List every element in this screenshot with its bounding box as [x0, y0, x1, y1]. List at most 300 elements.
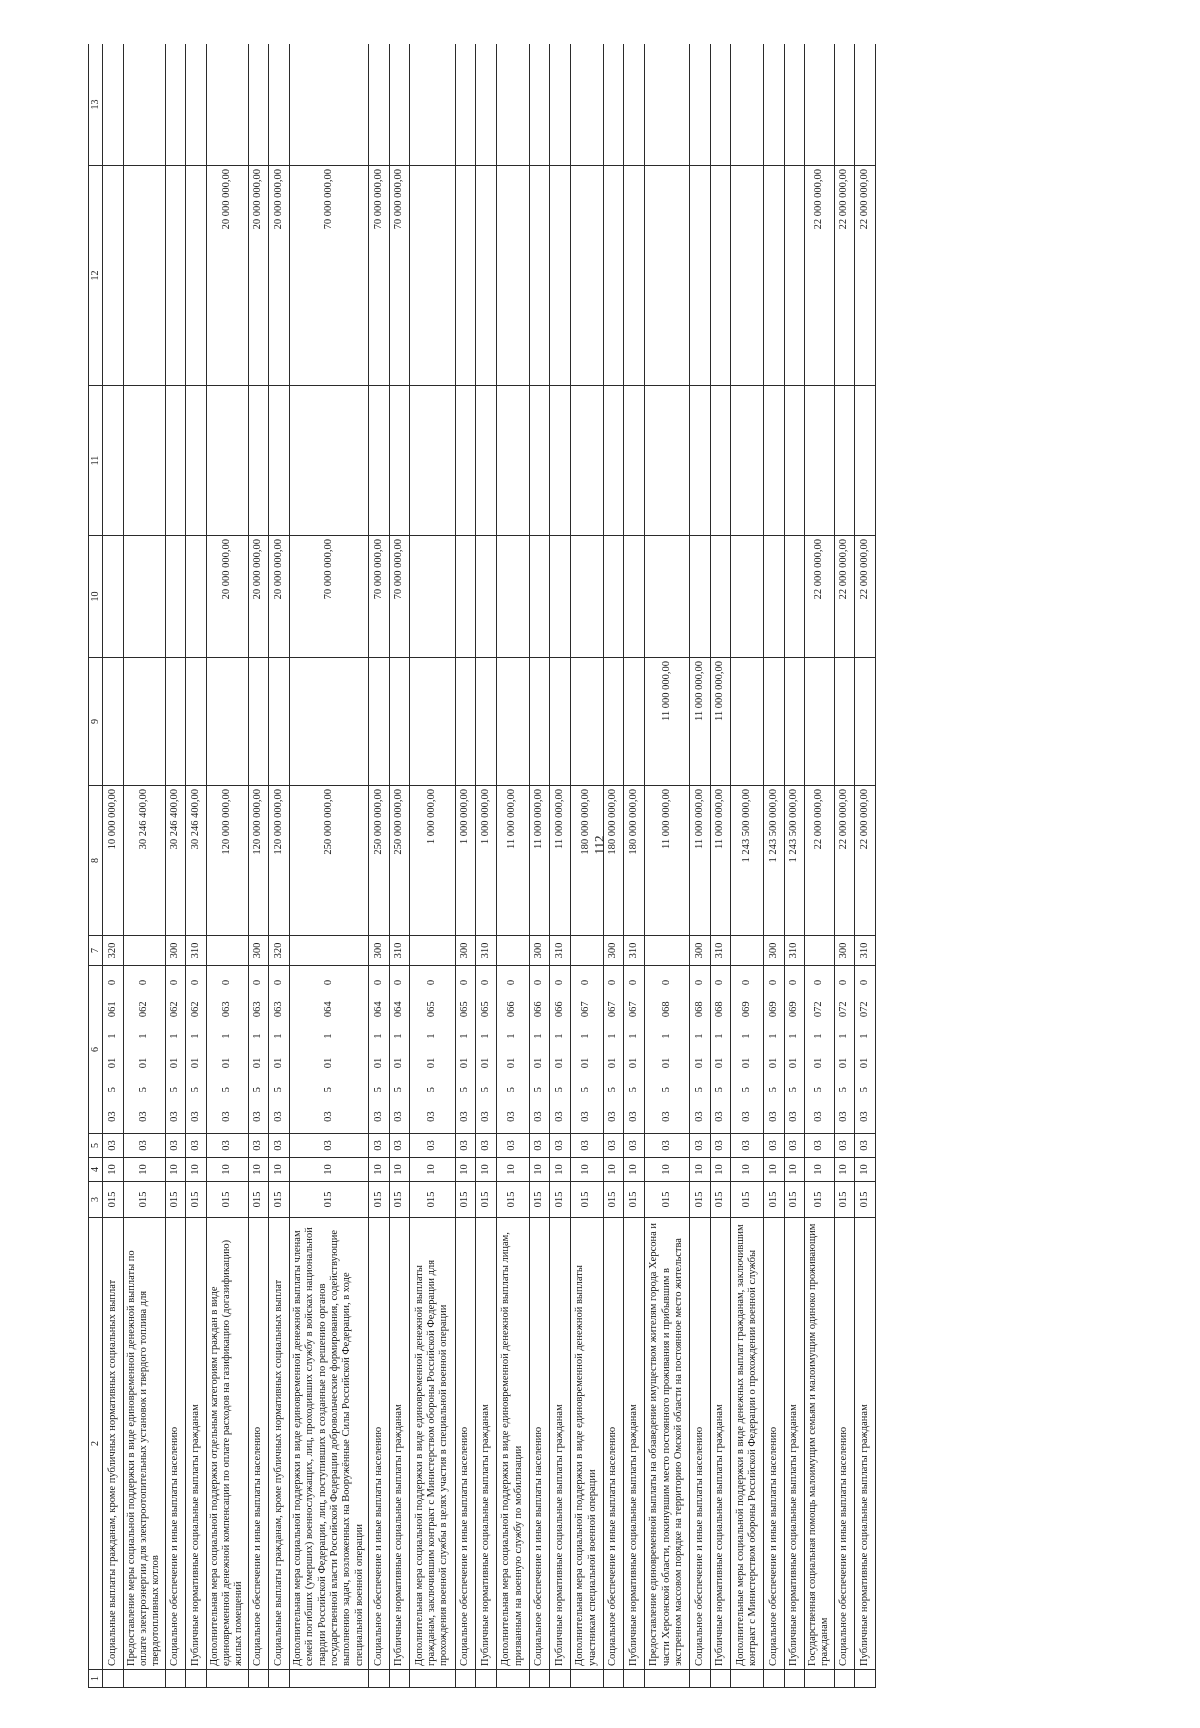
- row-number-cell: [764, 1670, 785, 1688]
- target-article-part: 0: [813, 979, 825, 986]
- target-article-parts: [554, 969, 566, 1130]
- target-article-part: 068: [693, 1001, 705, 1018]
- amount-cell-9: 11 000 000,00: [690, 658, 711, 786]
- column-number-4: 4: [89, 1158, 103, 1182]
- target-article-part: 0: [372, 979, 384, 986]
- target-article-part: 0: [459, 979, 471, 986]
- amount-cell-10: [603, 536, 624, 658]
- target-article-parts: [813, 969, 825, 1130]
- amount-cell-10: [476, 536, 497, 658]
- target-article-part: 1: [858, 1033, 870, 1039]
- target-article-part: 01: [788, 1057, 800, 1069]
- amount-cell-8: 180 000 000,00: [603, 786, 624, 936]
- target-article-cell: [369, 966, 390, 1134]
- target-article-part: 01: [627, 1057, 639, 1069]
- grbs-code-cell: 015: [603, 1182, 624, 1218]
- amount-cell-9: [123, 658, 165, 786]
- amount-cell-10: [644, 536, 690, 658]
- target-article-part: 1: [272, 1033, 284, 1039]
- amount-cell-12: [570, 166, 603, 386]
- section-code-cell: 10: [289, 1158, 368, 1182]
- amount-cell-9: [550, 658, 571, 786]
- row-name-cell: Социальное обеспечение и иные выплаты населению: [764, 1218, 785, 1670]
- subsection-code-cell: 03: [410, 1134, 456, 1158]
- target-article-parts: [628, 969, 640, 1130]
- amount-cell-9: [103, 658, 124, 786]
- amount-cell-10: [123, 536, 165, 658]
- amount-cell-13: [603, 44, 624, 166]
- amount-cell-12: [186, 166, 207, 386]
- amount-cell-13: [690, 44, 711, 166]
- row-name-cell: Дополнительная мера социальной поддержки отдельным категориям граждан в виде единовременной денежной компенсации по оплате расходов на газификацию (догазификацию) жилых помещений: [206, 1218, 248, 1670]
- target-article-part: 066: [553, 1001, 565, 1018]
- table-row: [784, 44, 805, 1688]
- amount-cell-12: [690, 166, 711, 386]
- target-article-part: 0: [221, 979, 232, 986]
- grbs-code-cell: 015: [710, 1182, 731, 1218]
- grbs-code-cell: 015: [410, 1182, 456, 1218]
- target-article-part: 03: [106, 1111, 118, 1122]
- grbs-code-cell: 015: [784, 1182, 805, 1218]
- amount-cell-10: 20 000 000,00: [206, 536, 248, 658]
- amount-cell-11: [570, 386, 603, 536]
- target-article-part: 03: [627, 1111, 639, 1122]
- subsection-code-cell: 03: [269, 1134, 290, 1158]
- column-number-3: 3: [89, 1182, 103, 1218]
- target-article-part: 5: [533, 1087, 545, 1093]
- target-article-part: 1: [479, 1033, 491, 1039]
- target-article-part: 0: [479, 979, 491, 986]
- target-article-part: 01: [189, 1057, 201, 1069]
- amount-cell-12: [731, 166, 764, 386]
- amount-cell-9: [496, 658, 529, 786]
- target-article-part: 5: [740, 1087, 752, 1093]
- row-name-cell: Дополнительная мера социальной поддержки в виде единовременной денежной выплаты членам семей погибших (умерших) военнослужащих, лиц, проходивших службу в войсках национальной гвардии Российской Федерации, лиц, поступивших в созданные по решению органов государственной власти Российской Федерации добровольческие формирования, содействующие выполнению задач, возложенных на Вооружённые Силы Российской Федерации, в ходе специальной военной операции: [289, 1218, 368, 1670]
- row-number-cell: [690, 1670, 711, 1688]
- target-article-part: 5: [479, 1087, 491, 1093]
- target-article-part: 1: [714, 1033, 726, 1039]
- target-article-parts: [426, 969, 438, 1130]
- table-row: [369, 44, 390, 1688]
- amount-cell-12: [103, 166, 124, 386]
- target-article-part: 1: [693, 1033, 705, 1039]
- target-article-cell: [389, 966, 410, 1134]
- amount-cell-10: [186, 536, 207, 658]
- target-article-part: 1: [393, 1033, 405, 1039]
- section-code-cell: 10: [603, 1158, 624, 1182]
- row-name-cell: Предоставление единовременной выплаты на обзаведение имуществом жителям города Херсона и части Херсонской области, покинувшим место постоянного проживания и прибывшим в экстренном массовом порядке на территорию Омской области на постоянное место жительства: [644, 1218, 690, 1670]
- target-article-cell: [269, 966, 290, 1134]
- row-number-cell: [248, 1670, 269, 1688]
- subsection-code-cell: 03: [855, 1134, 876, 1158]
- subsection-code-cell: 03: [103, 1134, 124, 1158]
- section-code-cell: 10: [476, 1158, 497, 1182]
- target-article-part: 01: [322, 1057, 334, 1069]
- target-article-part: 01: [459, 1057, 471, 1069]
- section-code-cell: 10: [710, 1158, 731, 1182]
- target-article-parts: [661, 969, 673, 1130]
- expense-type-cell: 300: [764, 936, 785, 966]
- row-name-cell: Публичные нормативные социальные выплаты гражданам: [186, 1218, 207, 1670]
- table-row: [206, 44, 248, 1688]
- target-article-part: 5: [252, 1087, 264, 1093]
- amount-cell-11: [410, 386, 456, 536]
- amount-cell-9: [731, 658, 764, 786]
- amount-cell-12: [476, 166, 497, 386]
- section-code-cell: 10: [855, 1158, 876, 1182]
- amount-cell-13: [476, 44, 497, 166]
- grbs-code-cell: 015: [624, 1182, 645, 1218]
- grbs-code-cell: 015: [389, 1182, 410, 1218]
- amount-cell-9: [410, 658, 456, 786]
- target-article-part: 1: [580, 1033, 592, 1039]
- amount-cell-12: [603, 166, 624, 386]
- section-code-cell: 10: [690, 1158, 711, 1182]
- grbs-code-cell: 015: [529, 1182, 550, 1218]
- target-article-part: 01: [137, 1057, 149, 1069]
- table-row: [834, 44, 855, 1688]
- amount-cell-11: [834, 386, 855, 536]
- amount-cell-13: [644, 44, 690, 166]
- row-number-cell: [550, 1670, 571, 1688]
- subsection-code-cell: 03: [369, 1134, 390, 1158]
- subsection-code-cell: 03: [476, 1134, 497, 1158]
- grbs-code-cell: 015: [186, 1182, 207, 1218]
- amount-cell-13: [784, 44, 805, 166]
- row-name-cell: Социальное обеспечение и иные выплаты населению: [603, 1218, 624, 1670]
- expense-type-cell: [496, 936, 529, 966]
- target-article-cell: [123, 966, 165, 1134]
- row-name-cell: Социальные выплаты гражданам, кроме публичных нормативных социальных выплат: [269, 1218, 290, 1670]
- target-article-part: 01: [740, 1057, 752, 1069]
- target-article-parts: [768, 969, 780, 1130]
- target-article-part: 03: [553, 1111, 565, 1122]
- target-article-part: 03: [393, 1111, 405, 1122]
- amount-cell-13: [206, 44, 248, 166]
- amount-cell-13: [410, 44, 456, 166]
- amount-cell-9: [269, 658, 290, 786]
- target-article-parts: [190, 969, 202, 1130]
- table-row: [165, 44, 186, 1688]
- target-article-part: 01: [767, 1057, 779, 1069]
- amount-cell-8: 11 000 000,00: [710, 786, 731, 936]
- rotated-page-area: [88, 44, 1123, 1688]
- target-article-part: 03: [767, 1111, 779, 1122]
- grbs-code-cell: 015: [550, 1182, 571, 1218]
- target-article-part: 03: [714, 1111, 726, 1122]
- row-number-cell: [496, 1670, 529, 1688]
- amount-cell-12: 22 000 000,00: [834, 166, 855, 386]
- grbs-code-cell: 015: [805, 1182, 835, 1218]
- target-article-part: 5: [426, 1087, 438, 1093]
- target-article-part: 01: [272, 1057, 284, 1069]
- column-number-6: 6: [89, 966, 103, 1134]
- table-row: [805, 44, 835, 1688]
- row-number-cell: [289, 1670, 368, 1688]
- row-name-cell: Дополнительные меры социальной поддержки в виде денежных выплат гражданам, заключившим контракт с Министерством обороны Российской Федерации о прохождении военной службы: [731, 1218, 764, 1670]
- target-article-part: 5: [137, 1087, 149, 1093]
- table-row: [123, 44, 165, 1688]
- amount-cell-8: 30 246 400,00: [123, 786, 165, 936]
- amount-cell-10: [731, 536, 764, 658]
- target-article-part: 03: [137, 1111, 149, 1122]
- row-name-cell: Социальное обеспечение и иные выплаты населению: [455, 1218, 476, 1670]
- row-name-cell: Социальные выплаты гражданам, кроме публичных нормативных социальных выплат: [103, 1218, 124, 1670]
- target-article-parts: [580, 969, 592, 1130]
- table-row: [764, 44, 785, 1688]
- grbs-code-cell: 015: [644, 1182, 690, 1218]
- amount-cell-13: [369, 44, 390, 166]
- amount-cell-8: 180 000 000,00: [624, 786, 645, 936]
- table-row: [289, 44, 368, 1688]
- target-article-part: 0: [714, 979, 726, 986]
- amount-cell-8: 30 246 400,00: [186, 786, 207, 936]
- subsection-code-cell: 03: [550, 1134, 571, 1158]
- table-row: [410, 44, 456, 1688]
- target-article-part: 1: [506, 1033, 518, 1039]
- target-article-part: 065: [479, 1001, 491, 1018]
- target-article-part: 1: [106, 1033, 118, 1039]
- expense-type-cell: 300: [603, 936, 624, 966]
- target-article-part: 5: [607, 1087, 619, 1093]
- target-article-cell: [710, 966, 731, 1134]
- amount-cell-9: [764, 658, 785, 786]
- amount-cell-10: [165, 536, 186, 658]
- amount-cell-12: 20 000 000,00: [206, 166, 248, 386]
- expense-type-cell: [644, 936, 690, 966]
- amount-cell-12: 20 000 000,00: [248, 166, 269, 386]
- section-code-cell: 10: [764, 1158, 785, 1182]
- amount-cell-10: 70 000 000,00: [389, 536, 410, 658]
- expense-type-cell: 300: [529, 936, 550, 966]
- column-number-8: 8: [89, 786, 103, 936]
- target-article-parts: [480, 969, 492, 1130]
- target-article-parts: [138, 969, 150, 1130]
- table-row: [731, 44, 764, 1688]
- expense-type-cell: 320: [269, 936, 290, 966]
- amount-cell-13: [834, 44, 855, 166]
- table-row: [103, 44, 124, 1688]
- subsection-code-cell: 03: [644, 1134, 690, 1158]
- column-number-12: 12: [89, 166, 103, 386]
- target-article-part: 5: [788, 1087, 800, 1093]
- amount-cell-12: [123, 166, 165, 386]
- target-article-part: 03: [788, 1111, 800, 1122]
- amount-cell-8: 120 000 000,00: [248, 786, 269, 936]
- grbs-code-cell: 015: [764, 1182, 785, 1218]
- section-code-cell: 10: [496, 1158, 529, 1182]
- target-article-cell: [248, 966, 269, 1134]
- amount-cell-9: [369, 658, 390, 786]
- page-number: 112: [592, 835, 607, 855]
- target-article-part: 03: [426, 1111, 438, 1122]
- subsection-code-cell: 03: [603, 1134, 624, 1158]
- amount-cell-9: [529, 658, 550, 786]
- amount-cell-11: [805, 386, 835, 536]
- row-name-cell: Публичные нормативные социальные выплаты гражданам: [624, 1218, 645, 1670]
- target-article-part: 03: [459, 1111, 471, 1122]
- target-article-part: 5: [393, 1087, 405, 1093]
- target-article-part: 03: [580, 1111, 592, 1122]
- amount-cell-9: [248, 658, 269, 786]
- target-article-part: 03: [607, 1111, 619, 1122]
- amount-cell-10: [690, 536, 711, 658]
- amount-cell-13: [186, 44, 207, 166]
- row-name-cell: Публичные нормативные социальные выплаты гражданам: [855, 1218, 876, 1670]
- amount-cell-11: [855, 386, 876, 536]
- grbs-code-cell: 015: [123, 1182, 165, 1218]
- row-name-cell: Публичные нормативные социальные выплаты гражданам: [784, 1218, 805, 1670]
- target-article-part: 1: [533, 1033, 545, 1039]
- amount-cell-11: [710, 386, 731, 536]
- subsection-code-cell: 03: [805, 1134, 835, 1158]
- amount-cell-12: [550, 166, 571, 386]
- column-number-5: 5: [89, 1134, 103, 1158]
- budget-table: [88, 44, 876, 1688]
- expense-type-cell: [805, 936, 835, 966]
- section-code-cell: 10: [529, 1158, 550, 1182]
- target-article-part: 03: [740, 1111, 752, 1122]
- amount-cell-11: [165, 386, 186, 536]
- section-code-cell: 10: [455, 1158, 476, 1182]
- amount-cell-11: [206, 386, 248, 536]
- target-article-part: 0: [767, 979, 779, 986]
- amount-cell-8: 1 000 000,00: [476, 786, 497, 936]
- subsection-code-cell: 03: [624, 1134, 645, 1158]
- target-article-part: 0: [252, 979, 264, 986]
- target-article-part: 01: [693, 1057, 705, 1069]
- target-article-parts: [169, 969, 181, 1130]
- target-article-cell: [410, 966, 456, 1134]
- target-article-part: 064: [322, 1001, 334, 1018]
- amount-cell-11: [731, 386, 764, 536]
- expense-type-cell: 310: [186, 936, 207, 966]
- amount-cell-10: [410, 536, 456, 658]
- section-code-cell: 10: [834, 1158, 855, 1182]
- amount-cell-8: 180 000 000,00: [570, 786, 603, 936]
- target-article-part: 1: [322, 1033, 334, 1039]
- row-name-cell: Социальное обеспечение и иные выплаты населению: [529, 1218, 550, 1670]
- amount-cell-12: [624, 166, 645, 386]
- target-article-part: 1: [607, 1033, 619, 1039]
- target-article-cell: [764, 966, 785, 1134]
- section-code-cell: 10: [805, 1158, 835, 1182]
- target-article-parts: [221, 969, 233, 1130]
- amount-cell-9: [289, 658, 368, 786]
- row-name-cell: Публичные нормативные социальные выплаты гражданам: [389, 1218, 410, 1670]
- amount-cell-12: 70 000 000,00: [289, 166, 368, 386]
- target-article-cell: [855, 966, 876, 1134]
- amount-cell-13: [455, 44, 476, 166]
- target-article-part: 1: [627, 1033, 639, 1039]
- subsection-code-cell: 03: [690, 1134, 711, 1158]
- grbs-code-cell: 015: [731, 1182, 764, 1218]
- table-row: [690, 44, 711, 1688]
- section-code-cell: 10: [570, 1158, 603, 1182]
- table-row: [624, 44, 645, 1688]
- subsection-code-cell: 03: [529, 1134, 550, 1158]
- amount-cell-9: [624, 658, 645, 786]
- target-article-part: 0: [858, 979, 870, 986]
- table-row: [855, 44, 876, 1688]
- grbs-code-cell: 015: [269, 1182, 290, 1218]
- rotated-table-holder: [88, 44, 1123, 1688]
- target-article-part: 5: [169, 1087, 181, 1093]
- target-article-part: 1: [426, 1033, 438, 1039]
- target-article-part: 01: [858, 1057, 870, 1069]
- target-article-part: 1: [838, 1033, 850, 1039]
- target-article-part: 5: [627, 1087, 639, 1093]
- target-article-part: 01: [393, 1057, 405, 1069]
- target-article-part: 03: [660, 1111, 672, 1122]
- section-code-cell: 10: [389, 1158, 410, 1182]
- target-article-part: 1: [767, 1033, 779, 1039]
- target-article-part: 03: [252, 1111, 264, 1122]
- target-article-part: 072: [858, 1001, 870, 1018]
- amount-cell-13: [805, 44, 835, 166]
- target-article-cell: [186, 966, 207, 1134]
- amount-cell-8: 22 000 000,00: [855, 786, 876, 936]
- amount-cell-11: [476, 386, 497, 536]
- target-article-cell: [476, 966, 497, 1134]
- target-article-parts: [107, 969, 119, 1130]
- row-number-cell: [123, 1670, 165, 1688]
- target-article-parts: [607, 969, 619, 1130]
- amount-cell-10: 70 000 000,00: [289, 536, 368, 658]
- expense-type-cell: 300: [248, 936, 269, 966]
- target-article-part: 067: [580, 1001, 592, 1018]
- target-article-part: 01: [553, 1057, 565, 1069]
- amount-cell-11: [123, 386, 165, 536]
- target-article-part: 03: [272, 1111, 284, 1122]
- target-article-parts: [533, 969, 545, 1130]
- amount-cell-11: [496, 386, 529, 536]
- amount-cell-9: [476, 658, 497, 786]
- row-number-cell: [476, 1670, 497, 1688]
- row-name-cell: Публичные нормативные социальные выплаты гражданам: [550, 1218, 571, 1670]
- target-article-part: 066: [506, 1001, 518, 1018]
- amount-cell-9: [834, 658, 855, 786]
- amount-cell-13: [855, 44, 876, 166]
- amount-cell-13: [570, 44, 603, 166]
- amount-cell-8: 120 000 000,00: [269, 786, 290, 936]
- subsection-code-cell: 03: [710, 1134, 731, 1158]
- target-article-part: 5: [372, 1087, 384, 1093]
- row-number-cell: [834, 1670, 855, 1688]
- target-article-part: 0: [322, 979, 334, 986]
- target-article-part: 1: [137, 1033, 149, 1039]
- table-row: [389, 44, 410, 1688]
- target-article-part: 01: [426, 1057, 438, 1069]
- section-code-cell: 10: [186, 1158, 207, 1182]
- table-body: [103, 44, 876, 1688]
- target-article-part: 01: [252, 1057, 264, 1069]
- target-article-part: 066: [533, 1001, 545, 1018]
- row-number-cell: [186, 1670, 207, 1688]
- subsection-code-cell: 03: [731, 1134, 764, 1158]
- amount-cell-13: [496, 44, 529, 166]
- amount-cell-9: [805, 658, 835, 786]
- amount-cell-11: [603, 386, 624, 536]
- target-article-part: 1: [459, 1033, 471, 1039]
- table-row: [603, 44, 624, 1688]
- target-article-part: 069: [788, 1001, 800, 1018]
- expense-type-cell: 310: [710, 936, 731, 966]
- grbs-code-cell: 015: [289, 1182, 368, 1218]
- target-article-part: 03: [858, 1111, 870, 1122]
- target-article-part: 0: [607, 979, 619, 986]
- target-article-cell: [731, 966, 764, 1134]
